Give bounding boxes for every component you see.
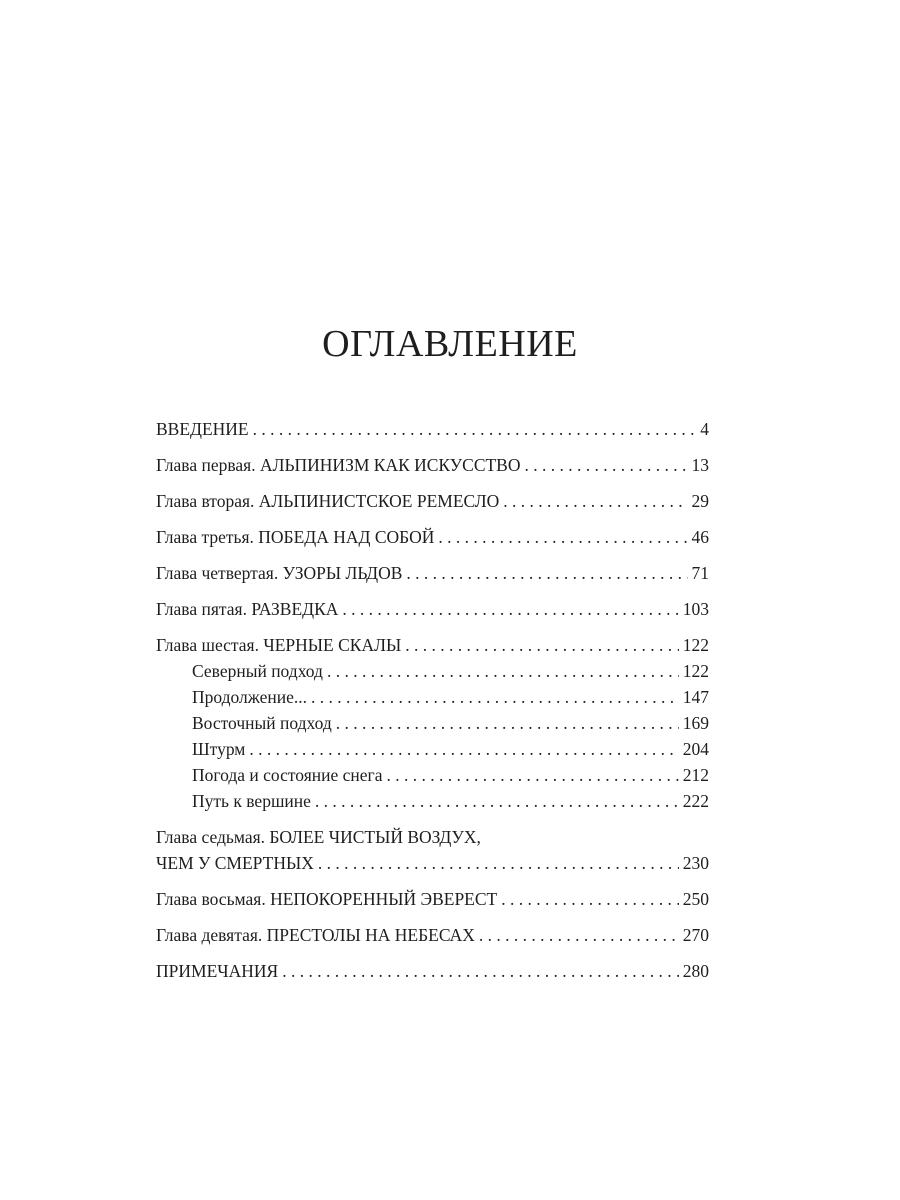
leader-dots [315, 788, 679, 814]
toc-subentry [156, 788, 709, 814]
page-title: ОГЛАВЛЕНИЕ [322, 323, 578, 365]
toc-entry-page: 46 [691, 527, 709, 547]
toc-entry-page: 71 [691, 563, 709, 583]
toc-subentry-label: Путь к вершине [192, 791, 311, 811]
leader-dots [336, 710, 679, 736]
toc-entry-page: 29 [691, 491, 709, 511]
leader-dots [503, 488, 687, 514]
toc-entry-page: 4 [700, 419, 709, 439]
toc-subentry [156, 710, 709, 736]
toc-subentry [156, 736, 709, 762]
toc-entry-page: 103 [682, 599, 709, 619]
toc-entry-chapter-3 [156, 524, 709, 550]
toc-entry-label-line2: ЧЕМ У СМЕРТНЫХ [156, 853, 314, 873]
table-of-contents [156, 416, 709, 984]
leader-dots [405, 632, 679, 658]
leader-dots [318, 850, 679, 876]
toc-entry-page: 230 [682, 853, 709, 873]
leader-dots [249, 736, 678, 762]
toc-entry-chapter-2 [156, 488, 709, 514]
toc-subentry-label: Штурм [192, 739, 246, 759]
toc-subentry-page: 204 [682, 739, 709, 759]
toc-entry-page: 250 [682, 889, 709, 909]
toc-entry-chapter-7 [156, 824, 709, 876]
toc-entry-chapter-5 [156, 596, 709, 622]
toc-entry-label: Глава шестая. ЧЕРНЫЕ СКАЛЫ [156, 635, 402, 655]
toc-entry-page: 270 [682, 925, 709, 945]
toc-entry-chapter-1 [156, 452, 709, 478]
toc-subentry [156, 684, 709, 710]
toc-subentry-label: Погода и состояние снега [192, 765, 383, 785]
toc-entry-label: Глава вторая. АЛЬПИНИСТСКОЕ РЕМЕСЛО [156, 491, 500, 511]
toc-entry-chapter-6 [156, 632, 709, 658]
leader-dots [282, 958, 679, 984]
toc-entry-chapter-4 [156, 560, 709, 586]
leader-dots [342, 596, 678, 622]
toc-subentry-label: Северный подход [192, 661, 323, 681]
toc-entry-page: 280 [682, 961, 709, 981]
toc-subentry-page: 212 [682, 765, 709, 785]
toc-subentry-page: 169 [682, 713, 709, 733]
toc-entry-label: Глава пятая. РАЗВЕДКА [156, 599, 339, 619]
leader-dots [386, 762, 678, 788]
toc-entry-label: Глава третья. ПОБЕДА НАД СОБОЙ [156, 527, 435, 547]
leader-dots [501, 886, 679, 912]
toc-entry-label: Глава девятая. ПРЕСТОЛЫ НА НЕБЕСАХ [156, 925, 475, 945]
toc-entry-label: ВВЕДЕНИЕ [156, 419, 249, 439]
toc-entry-notes [156, 958, 709, 984]
toc-entry-label: Глава четвертая. УЗОРЫ ЛЬДОВ [156, 563, 403, 583]
toc-entry-chapter-9 [156, 922, 709, 948]
leader-dots [438, 524, 687, 550]
toc-subentry [156, 658, 709, 684]
toc-entry-introduction [156, 416, 709, 442]
toc-entry-page: 122 [682, 635, 709, 655]
toc-entry-page: 13 [691, 455, 709, 475]
leader-dots [311, 684, 679, 710]
toc-subentry-label: Продолжение... [192, 687, 308, 707]
toc-subentry-page: 122 [682, 661, 709, 681]
leader-dots [525, 452, 688, 478]
toc-subentry [156, 762, 709, 788]
toc-subentry-page: 147 [682, 687, 709, 707]
leader-dots [327, 658, 679, 684]
toc-entry-label: Глава первая. АЛЬПИНИЗМ КАК ИСКУССТВО [156, 455, 521, 475]
toc-subentry-page: 222 [682, 791, 709, 811]
leader-dots [253, 416, 697, 442]
toc-entry-chapter-8 [156, 886, 709, 912]
toc-subentry-label: Восточный подход [192, 713, 332, 733]
toc-entry-label-line1: Глава седьмая. БОЛЕЕ ЧИСТЫЙ ВОЗДУХ, [156, 827, 481, 847]
toc-entry-label: ПРИМЕЧАНИЯ [156, 961, 279, 981]
toc-entry-label: Глава восьмая. НЕПОКОРЕННЫЙ ЭВЕРЕСТ [156, 889, 498, 909]
leader-dots [479, 922, 679, 948]
leader-dots [406, 560, 687, 586]
